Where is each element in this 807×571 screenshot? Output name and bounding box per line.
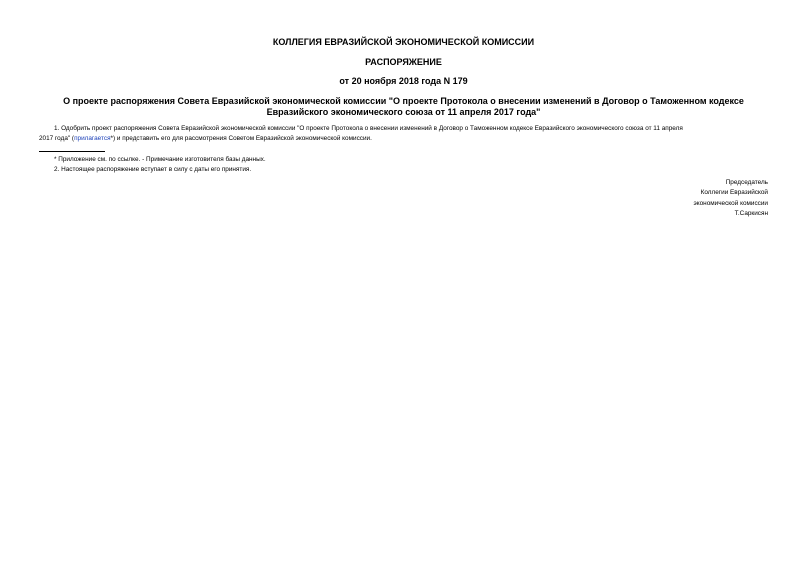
footnote-text: * Приложение см. по ссылке. - Примечание изготовителя базы данных. xyxy=(54,156,266,163)
document-type-heading: РАСПОРЯЖЕНИЕ xyxy=(365,57,442,67)
paragraph-1-text-pre: 2017 года" ( xyxy=(39,135,75,142)
paragraph-2: 2. Настоящее распоряжение вступает в силу с даты его принятия. xyxy=(54,166,252,173)
paragraph-1-text-post: *) и представить его для рассмотрения Советом Евразийской экономической комиссии. xyxy=(110,135,372,142)
signature-name: Т.Саркисян xyxy=(734,210,768,217)
organization-heading: КОЛЛЕГИЯ ЕВРАЗИЙСКОЙ ЭКОНОМИЧЕСКОЙ КОМИССИИ xyxy=(272,37,535,47)
signature-body-line-1: Коллегии Евразийской xyxy=(700,189,768,196)
signature-body-line-2: экономической комиссии xyxy=(693,200,768,207)
signature-position: Председатель xyxy=(725,179,768,186)
attachment-link[interactable]: прилагается xyxy=(74,135,111,142)
footnote-divider xyxy=(39,151,105,152)
document-date-heading: от 20 ноября 2018 года N 179 xyxy=(339,76,468,86)
document-title-line-1: О проекте распоряжения Совета Евразийской экономической комиссии "О проекте Протокола о внесении изменений в Договор о Таможенном кодексе xyxy=(63,96,744,106)
document-title-line-2: Евразийского экономического союза от 11 апреля 2017 года" xyxy=(266,107,541,117)
paragraph-1-line-2 xyxy=(39,134,372,144)
paragraph-1-line-1: 1. Одобрить проект распоряжения Совета Евразийской экономической комиссии "О проекте Протокола о внесении изменений в Договор о Таможенном кодексе Евразийского экономического союза от 11 апреля xyxy=(54,125,683,132)
